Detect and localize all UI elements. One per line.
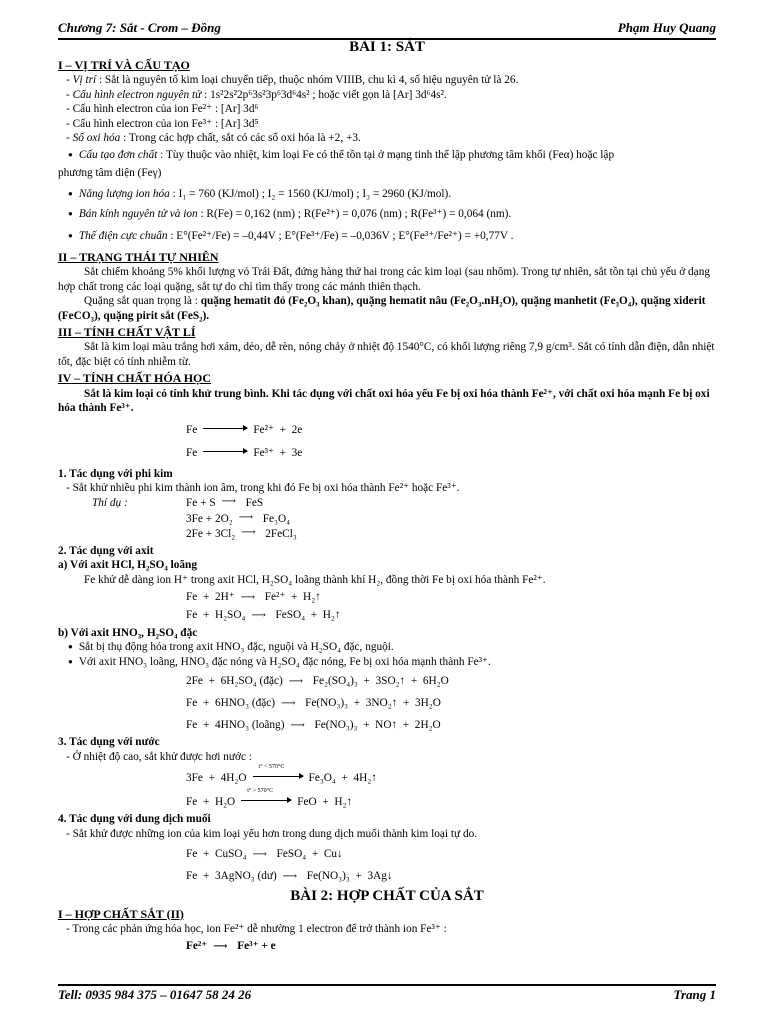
acid-conc-heading: b) Với axit HNO₃, H₂SO₄ đặc bbox=[58, 626, 198, 639]
acid-dilute-eq-1: Fe + 2H⁺ ⟶ Fe²⁺ + H₂↑ bbox=[186, 591, 321, 604]
lesson-2-title: BÀI 2: HỢP CHẤT CỦA SẮT bbox=[290, 887, 484, 904]
equation-fe2: Fe Fe²⁺ + 2e bbox=[186, 423, 303, 436]
salt-eq-1: Fe + CuSO₄ ⟶ FeSO₄ + Cu↓ bbox=[186, 848, 343, 861]
chemical-properties-paragraph: Sắt là kim loại có tính khử trung bình. Khi tác dụng với chất oxi hóa yếu Fe bị oxi hóa thành Fe²⁺, với chất oxi hóa mạnh Fe bị oxi hóa thành Fe³⁺. bbox=[58, 387, 710, 415]
reaction-arrow-icon: ⟶ bbox=[251, 609, 266, 621]
reaction-arrow-icon bbox=[203, 445, 247, 452]
equation-fe3: Fe Fe³⁺ + 3e bbox=[186, 447, 303, 460]
section-3-heading: III – TÍNH CHẤT VẬT LÍ bbox=[58, 325, 196, 340]
reaction-arrow-icon: ⟶ bbox=[221, 496, 236, 508]
salt-heading: 4. Tác dụng với dung dịch muối bbox=[58, 813, 211, 826]
reaction-arrow-icon: ⟶ bbox=[240, 592, 256, 604]
b2-equation: Fe²⁺ ⟶ Fe³⁺ + e bbox=[186, 939, 276, 952]
physical-properties-paragraph: Sắt là kim loại màu trắng hơi xám, dẻo, dễ rèn, nóng chảy ở nhiệt độ 1540°C, có khối lượng riêng 7,9 g/cm³. Sắt có tính dẫn điện, dẫn nhiệt tốt, đặc biệt có tính nhiễm từ. bbox=[58, 341, 715, 368]
ion2-config-line: - Cấu hình electron của ion Fe²⁺ : [Ar] 3d⁶ bbox=[66, 103, 259, 116]
reaction-arrow-icon bbox=[203, 422, 247, 429]
footer-page-number: Trang 1 bbox=[673, 987, 716, 1002]
ores-paragraph: Quặng sắt quan trọng là : quặng hematit đỏ (Fe₂O₃ khan), quặng hematit nâu (Fe₂O₃.nH₂O), quặng manhetit (Fe₃O₄), quặng xiderit (FeCO₃), quặng pirit sắt (FeS₂). bbox=[58, 295, 706, 322]
page-content bbox=[58, 38, 716, 953]
section-2-heading: II – TRẠNG THÁI TỰ NHIÊN bbox=[58, 249, 219, 264]
reaction-arrow-icon: ⟶ bbox=[290, 719, 305, 731]
nonmetal-example-3: 2Fe + 3Cl₂ ⟶ 2FeCl₃ bbox=[186, 527, 297, 541]
reaction-arrow-icon: t° < 570°C bbox=[253, 770, 303, 777]
electron-config-line: - Cấu hình electron nguyên tử : 1s²2s²2p⁶3s²3p⁶3d⁶4s² ; hoặc viết gọn là [Ar] 3d⁶4s². bbox=[66, 88, 447, 101]
header-author: Phạm Huy Quang bbox=[617, 20, 716, 35]
acid-conc-eq-3: Fe + 4HNO₃ (loãng) ⟶ Fe(NO₃)₃ + NO↑ + 2H₂O bbox=[186, 718, 441, 731]
natural-state-paragraph: Sắt chiếm khoảng 5% khối lượng vỏ Trái Đất, đứng hàng thứ hai trong các kim loại (sau nhôm). Trong tự nhiên, sắt tồn tại chủ yếu ở dạng hợp chất trong các loại quặng, sắt tự do chỉ tìm thấy trong các mảnh thiên thạch. bbox=[58, 266, 710, 293]
ionization-bullet: ● Năng lượng ion hóa : I₁ = 760 (KJ/mol) ; I₂ = 1560 (KJ/mol) ; I₃ = 2960 (KJ/mol). bbox=[58, 187, 716, 201]
radius-bullet: ● Bán kính nguyên tử và ion : R(Fe) = 0,162 (nm) ; R(Fe²⁺) = 0,076 (nm) ; R(Fe³⁺) = 0,064 (nm). bbox=[58, 207, 716, 221]
section-4-heading: IV – TÍNH CHẤT HÓA HỌC bbox=[58, 371, 212, 386]
acid-conc-eq-1: 2Fe + 6H₂SO₄ (đặc) ⟶ Fe₂(SO₄)₃ + 3SO₂↑ + 6H₂O bbox=[186, 675, 449, 688]
reaction-arrow-icon: ⟶ bbox=[213, 940, 228, 952]
salt-eq-2: Fe + 3AgNO₃ (dư) ⟶ Fe(NO₃)₃ + 3Ag↓ bbox=[186, 869, 393, 882]
acid-conc-bullet-1: ● Sắt bị thụ động hóa trong axit HNO₃ đặc, nguội và H₂SO₄ đặc, nguội. bbox=[58, 640, 716, 654]
potential-bullet: ● Thế điện cực chuẩn : E°(Fe²⁺/Fe) = –0,44V ; E°(Fe³⁺/Fe) = –0,036V ; E°(Fe³⁺/Fe²⁺) = +0,77V . bbox=[58, 229, 716, 243]
reaction-arrow-icon: t° > 570°C bbox=[241, 794, 291, 801]
water-eq-1: 3Fe + 4H₂O t° < 570°C Fe₃O₄ + 4H₂↑ bbox=[186, 764, 377, 785]
reaction-arrow-icon: ⟶ bbox=[252, 849, 267, 861]
section-1-heading: I – VỊ TRÍ VÀ CẤU TẠO bbox=[58, 58, 190, 72]
oxidation-state-line: - Số oxi hóa : Trong các hợp chất, sắt có các số oxi hóa là +2, +3. bbox=[66, 132, 361, 145]
ion3-config-line: - Cấu hình electron của ion Fe³⁺ : [Ar] 3d⁵ bbox=[66, 117, 259, 130]
water-heading: 3. Tác dụng với nước bbox=[58, 736, 160, 749]
page-footer bbox=[58, 984, 716, 1004]
structure-continued: phương tâm diện (Feγ) bbox=[58, 167, 162, 180]
acid-dilute-paragraph: Fe khử dễ dàng ion H⁺ trong axit HCl, H₂SO₄ loãng thành khí H₂, đồng thời Fe bị oxi hóa thành Fe²⁺. bbox=[84, 573, 546, 586]
salt-paragraph: - Sắt khử được những ion của kim loại yếu hơn trong dung dịch muối thành kim loại tự do. bbox=[66, 827, 478, 840]
reaction-arrow-icon: ⟶ bbox=[282, 870, 298, 882]
acid-heading: 2. Tác dụng với axit bbox=[58, 544, 154, 557]
acid-conc-eq-2: Fe + 6HNO₃ (đặc) ⟶ Fe(NO₃)₃ + 3NO₂↑ + 3H₂O bbox=[186, 696, 441, 709]
lesson-1-title: BÀI 1: SẮT bbox=[349, 39, 425, 55]
nonmetal-heading: 1. Tác dụng với phi kim bbox=[58, 467, 173, 480]
structure-bullet: ● Cấu tạo đơn chất : Tùy thuộc vào nhiệt, kim loại Fe có thể tồn tại ở mạng tinh thể lập phương tâm khối (Feα) hoặc lập bbox=[58, 148, 716, 162]
water-paragraph: - Ở nhiệt độ cao, sắt khử được hơi nước : bbox=[66, 750, 252, 763]
footer-phone: Tell: 0935 984 375 – 01647 58 24 26 bbox=[58, 987, 252, 1002]
page-header bbox=[58, 20, 716, 40]
b2-paragraph: - Trong các phản ứng hóa học, ion Fe²⁺ dễ nhường 1 electron để trở thành ion Fe³⁺ : bbox=[66, 923, 447, 936]
reaction-arrow-icon: ⟶ bbox=[238, 511, 254, 523]
water-eq-2: Fe + H₂O t° > 570°C FeO + H₂↑ bbox=[186, 787, 353, 808]
acid-dilute-heading: a) Với axit HCl, H₂SO₄ loãng bbox=[58, 559, 197, 572]
header-chapter: Chương 7: Sắt - Crom – Đồng bbox=[58, 20, 221, 35]
reaction-arrow-icon: ⟶ bbox=[281, 697, 296, 709]
acid-dilute-eq-2: Fe + H₂SO₄ ⟶ FeSO₄ + H₂↑ bbox=[186, 608, 341, 621]
reaction-arrow-icon: ⟶ bbox=[288, 676, 304, 688]
reaction-arrow-icon: ⟶ bbox=[241, 527, 256, 539]
position-line: - Vị trí : Sắt là nguyên tố kim loại chuyển tiếp, thuộc nhóm VIIIB, chu kì 4, số hiệu nguyên tử là 26. bbox=[66, 74, 519, 87]
nonmetal-example-1: Thí dụ : Fe + S ⟶ FeS bbox=[92, 496, 264, 510]
b2-section-1-heading: I – HỢP CHẤT SẮT (II) bbox=[58, 906, 184, 921]
nonmetal-paragraph: - Sắt khử nhiều phi kim thành ion âm, trong khi đó Fe bị oxi hóa thành Fe²⁺ hoặc Fe³⁺. bbox=[66, 481, 460, 494]
nonmetal-example-2: 3Fe + 2O₂ ⟶ Fe₃O₄ bbox=[186, 511, 291, 525]
acid-conc-bullet-2: ● Với axit HNO₃ loãng, HNO₃ đặc nóng và H₂SO₄ đặc nóng, Fe bị oxi hóa mạnh thành Fe³⁺. bbox=[58, 655, 716, 669]
